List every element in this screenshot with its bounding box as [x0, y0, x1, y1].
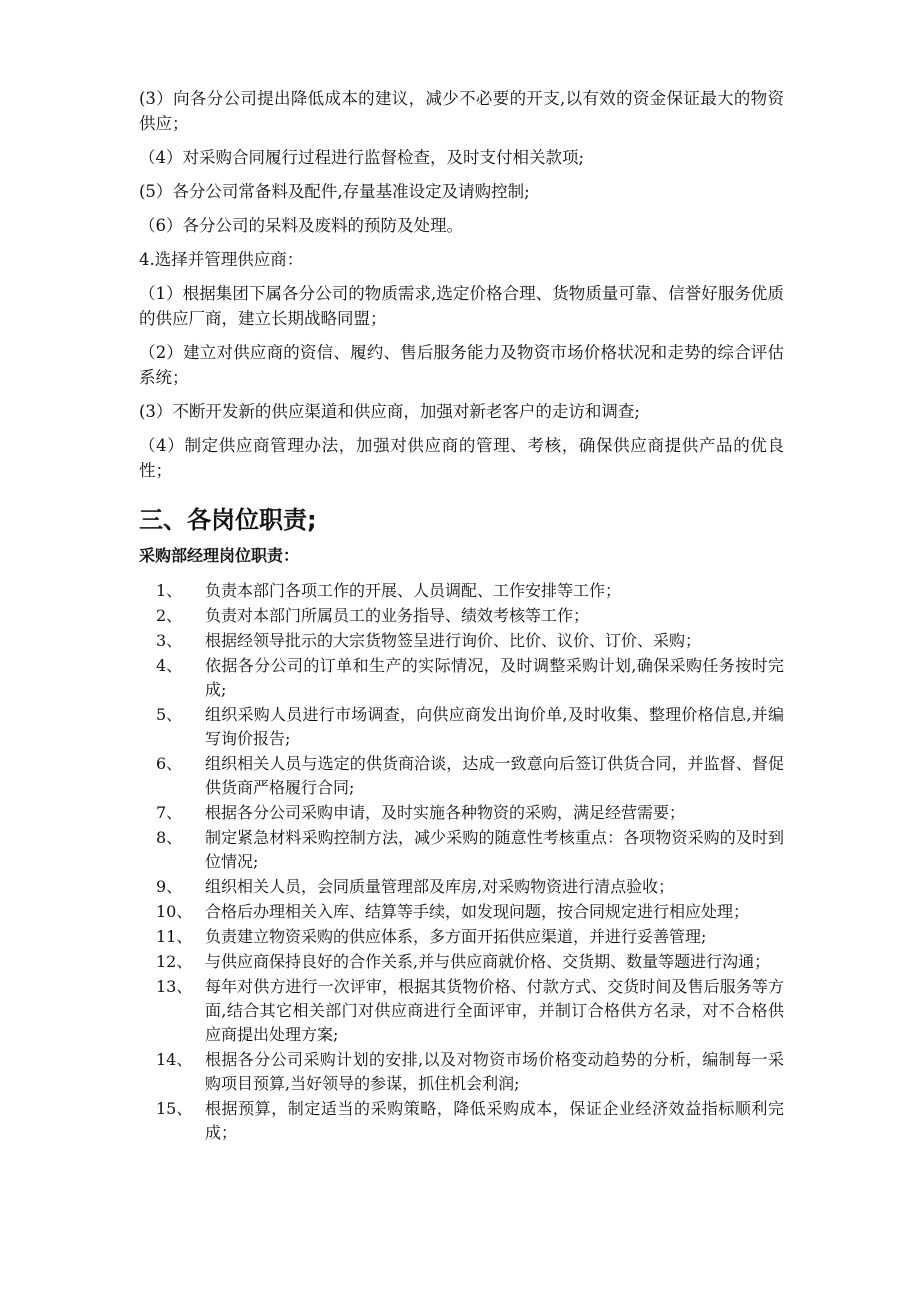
duty-text: 组织相关人员，会同质量管理部及库房,对采购物资进行清点验收；	[205, 877, 675, 896]
duty-item	[139, 604, 784, 628]
duty-number: 5、	[156, 705, 183, 724]
duty-number: 11、	[156, 927, 193, 946]
item-scrap-handling: （6）各分公司的呆料及废料的预防及处理。	[139, 216, 463, 235]
duty-item	[139, 654, 784, 702]
duties-list	[139, 579, 784, 1145]
duty-number: 7、	[156, 803, 183, 822]
duty-item	[139, 629, 784, 653]
duty-text: 根据预算，制定适当的采购策略，降低采购成本，保证企业经济效益指标顺利完成；	[205, 1099, 784, 1142]
duty-number: 15、	[156, 1099, 193, 1118]
duty-text: 依据各分公司的订单和生产的实际情况，及时调整采购计划,确保采购任务按时完成;	[205, 656, 784, 699]
duty-text: 与供应商保持良好的合作关系,并与供应商就价格、交货期、数量等题进行沟通；	[205, 952, 771, 971]
duty-item	[139, 1097, 784, 1145]
duty-item	[139, 975, 784, 1047]
document-page	[139, 86, 784, 1146]
duty-number: 6、	[156, 754, 183, 773]
duty-item	[139, 875, 784, 899]
duty-item	[139, 900, 784, 924]
item-contract-supervision: （4）对采购合同履行过程进行监督检查，及时支付相关款项;	[139, 148, 585, 167]
duty-text: 每年对供方进行一次评审，根据其货物价格、付款方式、交货时间及售后服务等方面,结合其它相关部门对供应商进行全面评审，并制订合格供方名录，对不合格供应商提出处理方案;	[205, 977, 784, 1044]
supplier-item-1: （1）根据集团下属各分公司的物质需求,选定价格合理、货物质量可靠、信誉好服务优质的供应厂商，建立长期战略同盟；	[139, 284, 784, 328]
manager-duties-subheading: 采购部经理岗位职责：	[139, 546, 300, 565]
supplier-item-3: (3）不断开发新的供应渠道和供应商，加强对新老客户的走访和调查;	[139, 402, 640, 421]
duty-item	[139, 801, 784, 825]
duty-text: 合格后办理相关入库、结算等手续，如发现问题，按合同规定进行相应处理；	[205, 902, 750, 921]
duty-text: 根据各分公司采购申请，及时实施各种物资的采购，满足经营需要；	[205, 803, 686, 822]
duty-text: 负责对本部门所属员工的业务指导、绩效考核等工作；	[205, 606, 590, 625]
duty-text: 组织采购人员进行市场调查，向供应商发出询价单,及时收集、整理价格信息,并编写询价报告;	[205, 705, 784, 748]
duty-text: 负责建立物资采购的供应体系，多方面开拓供应渠道，并进行妥善管理;	[205, 927, 707, 946]
duty-number: 12、	[156, 952, 193, 971]
duty-item	[139, 925, 784, 949]
duty-number: 10、	[156, 902, 193, 921]
duty-item	[139, 1048, 784, 1096]
duty-text: 组织相关人员与选定的供货商洽谈，达成一致意向后签订供货合同，并监督、督促供货商严格履行合同;	[205, 754, 784, 797]
duty-item	[139, 703, 784, 751]
duty-number: 1、	[156, 581, 183, 600]
duty-text: 根据经领导批示的大宗货物签呈进行询价、比价、议价、订价、采购；	[205, 631, 702, 650]
duty-number: 8、	[156, 828, 183, 847]
duty-number: 13、	[156, 977, 193, 996]
supplier-item-2: （2）建立对供应商的资信、履约、售后服务能力及物资市场价格状况和走势的综合评估系统；	[139, 343, 784, 387]
duty-item	[139, 752, 784, 800]
item-stock-control: (5）各分公司常备料及配件,存量基准设定及请购控制;	[139, 182, 530, 201]
item-reduce-cost: (3）向各分公司提出降低成本的建议，减少不必要的开支,以有效的资金保证最大的物资供应；	[139, 89, 784, 133]
duty-text: 制定紧急材料采购控制方法，减少采购的随意性考核重点：各项物资采购的及时到位情况;	[205, 828, 784, 871]
duty-item	[139, 826, 784, 874]
duty-number: 9、	[156, 877, 183, 896]
duty-text: 负责本部门各项工作的开展、人员调配、工作安排等工作；	[205, 581, 622, 600]
duty-item	[139, 950, 784, 974]
duty-number: 14、	[156, 1050, 193, 1069]
section4-title: 4.选择并管理供应商：	[139, 250, 304, 269]
duty-number: 3、	[156, 631, 183, 650]
supplier-item-4: （4）制定供应商管理办法，加强对供应商的管理、考核，确保供应商提供产品的优良性；	[139, 436, 784, 480]
duty-item	[139, 579, 784, 603]
duty-number: 4、	[156, 656, 183, 675]
duty-number: 2、	[156, 606, 183, 625]
section3-heading: 三、各岗位职责;	[139, 506, 317, 534]
duty-text: 根据各分公司采购计划的安排,以及对物资市场价格变动趋势的分析，编制每一采购项目预算,当好领导的参谋，抓住机会利润;	[205, 1050, 784, 1093]
